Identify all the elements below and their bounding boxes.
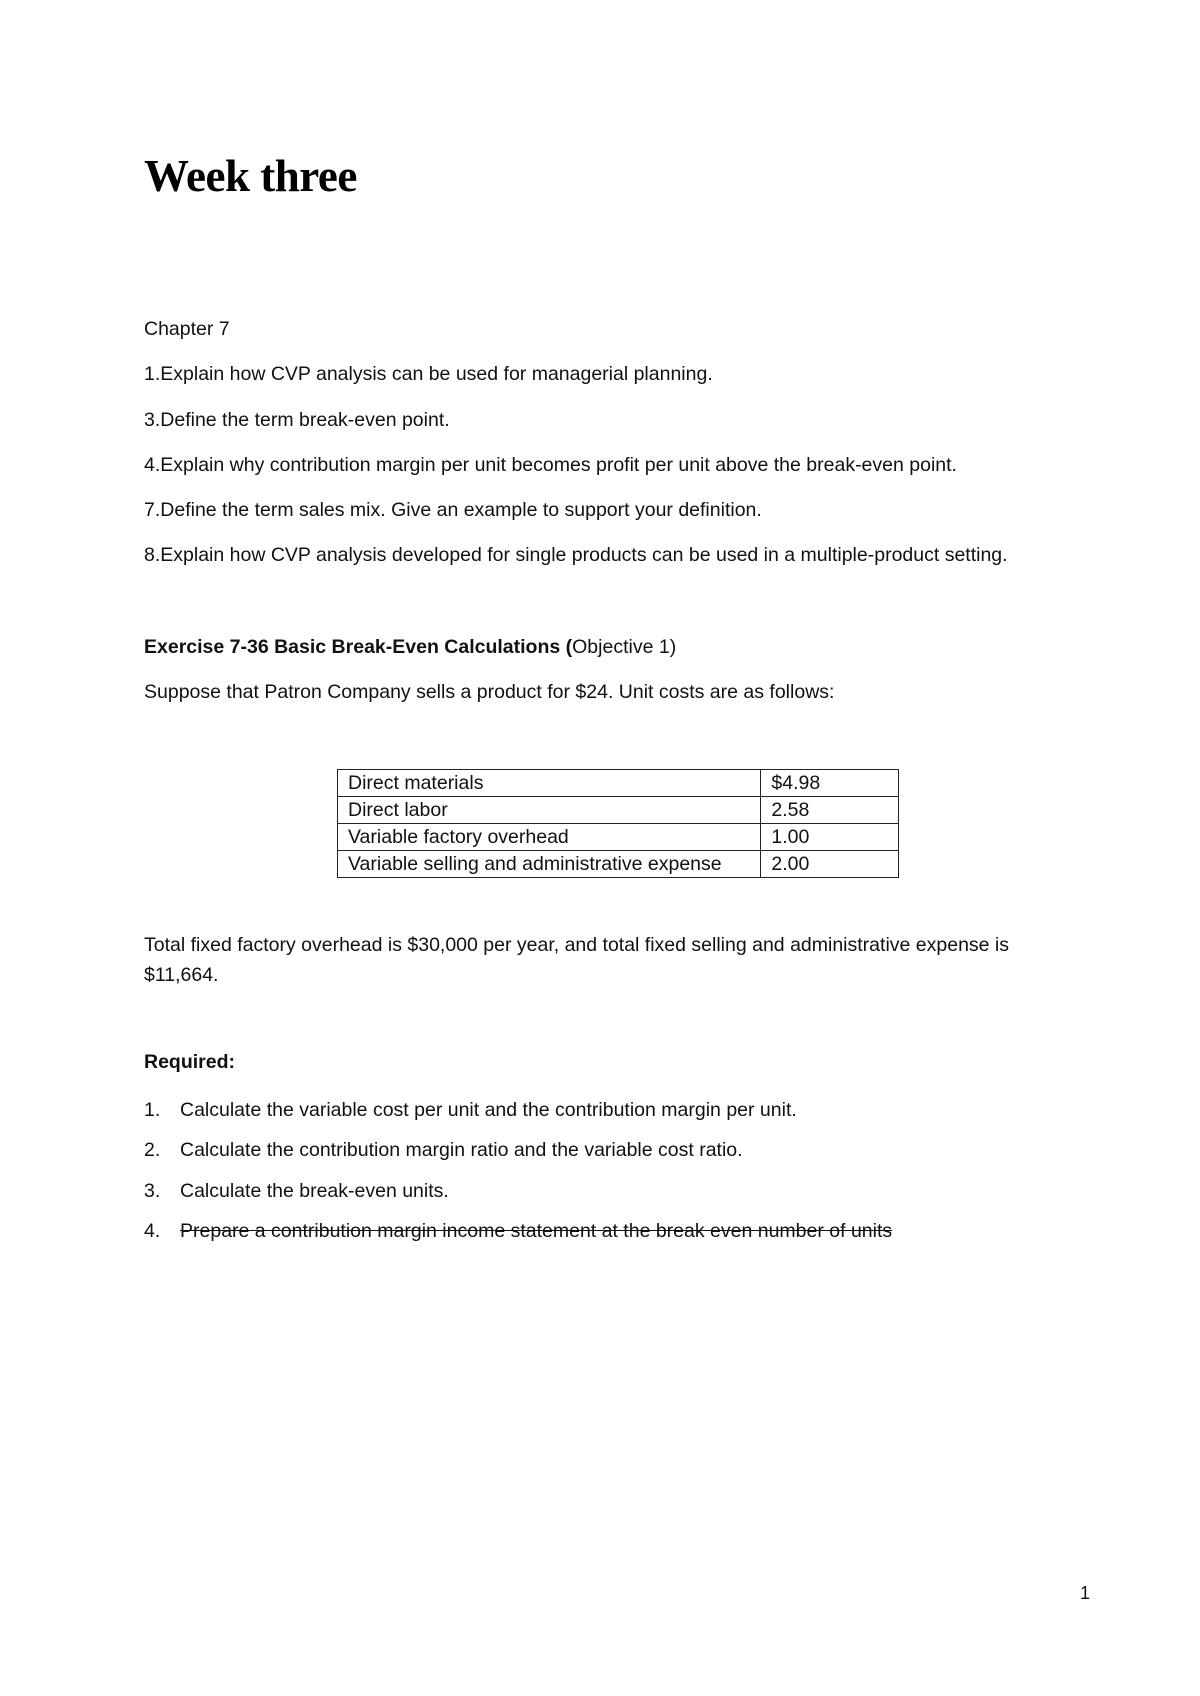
cost-label: Variable selling and administrative expense (338, 851, 761, 878)
table-row (338, 770, 899, 797)
item-number: 3. (144, 1180, 161, 1202)
required-item (144, 1099, 797, 1122)
cost-label: Direct labor (338, 797, 761, 824)
item-text: Calculate the contribution margin ratio and the variable cost ratio. (180, 1139, 743, 1161)
exercise-objective: Objective 1) (572, 636, 677, 658)
cost-amount: 2.58 (761, 797, 899, 824)
fixed-costs-paragraph: Total fixed factory overhead is $30,000 per year, and total fixed selling and administrative expense is $11,664. (144, 934, 1010, 986)
question-4: 4.Explain why contribution margin per unit becomes profit per unit above the break-even point. (144, 454, 957, 476)
required-item-struck (144, 1220, 892, 1243)
exercise-heading (144, 636, 676, 659)
item-number: 2. (144, 1139, 161, 1161)
question-7: 7.Define the term sales mix. Give an example to support your definition. (144, 499, 762, 521)
cost-amount: $4.98 (761, 770, 899, 797)
required-heading: Required: (144, 1051, 236, 1073)
table-row (338, 851, 899, 878)
question-8: 8.Explain how CVP analysis developed for single products can be used in a multiple-product setting. (144, 544, 1008, 566)
question-1: 1.Explain how CVP analysis can be used for managerial planning. (144, 363, 713, 385)
cost-amount: 1.00 (761, 824, 899, 851)
cost-label: Direct materials (338, 770, 761, 797)
exercise-title: Exercise 7-36 Basic Break-Even Calculations ( (144, 636, 573, 658)
item-text: Calculate the variable cost per unit and the contribution margin per unit. (180, 1099, 797, 1121)
table-row (338, 824, 899, 851)
item-text: Calculate the break-even units. (180, 1180, 449, 1202)
page-number: 1 (1080, 1583, 1091, 1603)
page-title: Week three (144, 151, 357, 201)
question-3: 3.Define the term break-even point. (144, 409, 450, 431)
table-row (338, 797, 899, 824)
cost-label: Variable factory overhead (338, 824, 761, 851)
exercise-intro: Suppose that Patron Company sells a product for $24. Unit costs are as follows: (144, 681, 835, 703)
required-item (144, 1180, 449, 1203)
unit-cost-table (337, 769, 899, 878)
item-text: Prepare a contribution margin income statement at the break even number of units (180, 1220, 893, 1242)
chapter-label: Chapter 7 (144, 318, 230, 340)
cost-amount: 2.00 (761, 851, 899, 878)
item-number: 4. (144, 1220, 161, 1242)
required-item (144, 1139, 743, 1162)
item-number: 1. (144, 1099, 161, 1121)
